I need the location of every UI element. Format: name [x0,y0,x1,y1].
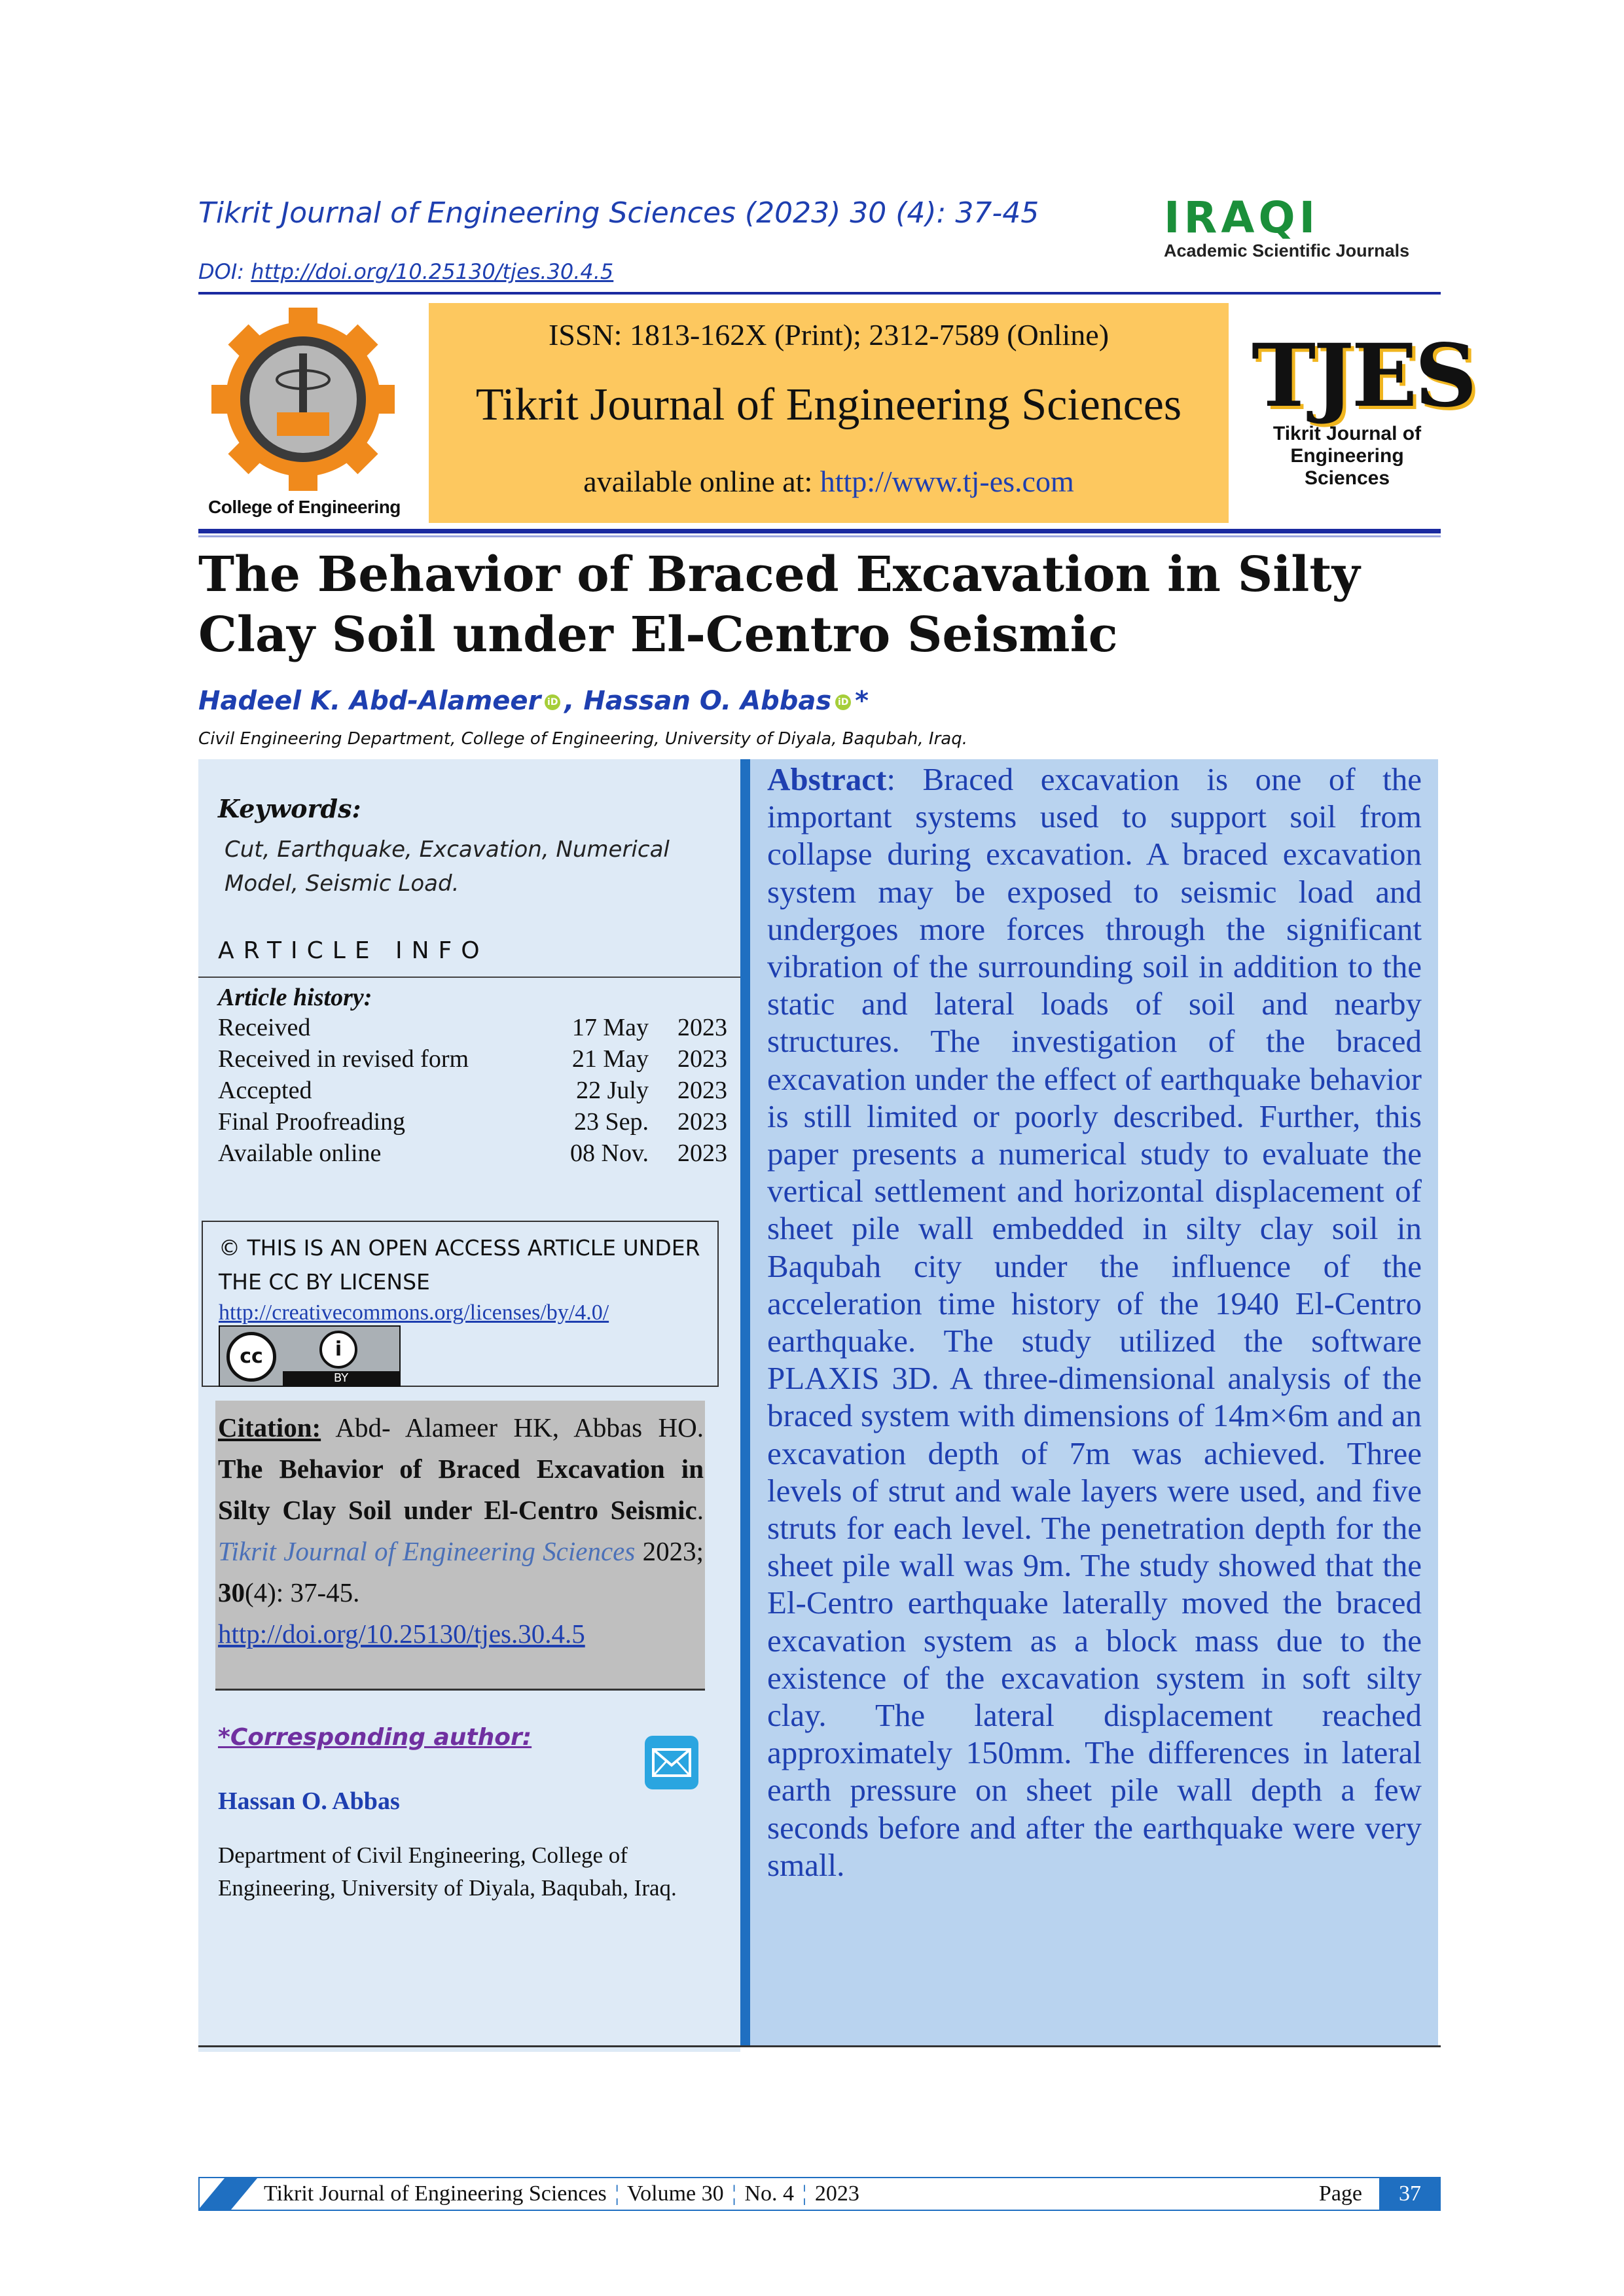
footer-volume: Volume 30 [626,2181,724,2206]
cc-icon: cc [226,1332,276,1382]
citation-rule [215,1689,705,1691]
history-year: 2023 [677,1045,727,1073]
footer-separator: ¦ [615,2181,620,2206]
history-year: 2023 [677,1077,727,1104]
iraqi-logo-subtitle: Academic Scientific Journals [1164,241,1410,260]
affiliation: Civil Engineering Department, College of Engineering, University of Diyala, Baqubah, Iraq. [198,729,967,749]
history-date: 08 Nov. [570,1139,649,1167]
mail-icon[interactable] [645,1736,698,1789]
iraqi-logo-text: IRAQI [1164,192,1320,243]
iraqi-journals-logo [1164,192,1444,268]
college-gear-icon [208,308,398,491]
orcid-icon[interactable]: iD [835,694,851,710]
tjes-logo-subtitle-2: Engineering Sciences [1290,445,1404,489]
tjes-logo-subtitle-1: Tikrit Journal of [1272,423,1422,444]
history-year: 2023 [677,1108,727,1136]
page-footer [198,2177,1441,2211]
abstract-text: : Braced excavation is one of the important systems used to support soil from collapse during excavation. A braced excavation system may be exposed to seismic load and undergoes more forces through the significant vibration of the surrounding soil in addition to the static and lateral loads of soil and nearby structures. The investigation of the braced excavation under the effect of earthquake behavior is still limited or poorly described. Further, this paper presents a numerical study to evaluate the vertical settlement and horizontal displacement of sheet pile wall embedded in silty clay soil in Baqubah city under the influence of the acceleration time history of the 1940 El-Centro earthquake. The study utilized the software PLAXIS 3D. A three-dimensional analysis of the braced system with dimensions of 14m×6m and an excavation depth of 7m was achieved. Three levels of strut and wale layers were used, and five struts for each level. The penetration depth for the sheet pile wall was 9m. The study showed that the El-Centro earthquake laterally moved the braced excavation system as a block mass due to the existence of the excavation system in soft silty clay. The lateral displacement reached approximately 150mm. The differences in lateral earth pressure on sheet pile wall depth a few seconds before and after the earthquake were very small. [767,761,1422,1883]
college-logo-caption: College of Engineering [208,497,401,517]
history-date: 23 Sep. [574,1108,649,1136]
keywords-text: Cut, Earthquake, Excavation, Numerical Model, Seismic Load. [225,836,670,897]
footer-separator: ¦ [732,2181,736,2206]
history-date: 22 July [576,1077,649,1104]
journal-citation: Tikrit Journal of Engineering Sciences (2023) 30 (4): 37-45 [198,196,1039,230]
available-online-label: available online at: [583,465,813,498]
college-logo [208,308,401,524]
footer-stripe-icon [198,2177,257,2211]
abstract [767,761,1422,1884]
footer-number: No. 4 [744,2181,794,2206]
keywords-label: Keywords: [218,794,361,823]
history-row [218,1107,727,1139]
article-info-rule [198,977,740,978]
history-year: 2023 [677,1014,727,1041]
citation-issue-pages: (4): 37-45. [245,1577,360,1607]
doi-label: DOI: [198,259,245,284]
corresponding-author-label: *Corresponding author: [218,1724,532,1751]
abstract-label: Abstract [767,761,887,797]
corresponding-mark: * [855,686,869,716]
title-rule-light [198,535,1441,537]
footer-separator: ¦ [802,2181,807,2206]
tjes-logo [1252,325,1475,489]
footer-year: 2023 [814,2181,859,2206]
corresponding-author-name: Hassan O. Abbas [218,1787,400,1815]
corresponding-author-department: Department of Civil Engineering, College of Engineering, University of Diyala, Baqubah, Iraq. [218,1842,677,1901]
citation-label: Citation: [218,1412,321,1443]
header-rule [198,292,1441,295]
history-row [218,1045,727,1076]
content-bottom-rule [198,2045,1441,2047]
history-event: Received [218,1014,311,1041]
author-separator: , [564,686,575,716]
citation-doi-link[interactable]: http://doi.org/10.25130/tjes.30.4.5 [218,1619,585,1649]
history-event: Available online [218,1139,382,1167]
citation-journal: Tikrit Journal of Engineering Sciences [218,1536,636,1566]
title-rule [198,529,1441,533]
citation-title: The Behavior of Braced Excavation in Silty Clay Soil under El-Centro Seismic [218,1454,704,1525]
footer-page-number: 37 [1379,2177,1441,2211]
license-link[interactable]: http://creativecommons.org/licenses/by/4.0/ [219,1300,609,1325]
history-year: 2023 [677,1139,727,1167]
footer-page-label: Page [1318,2181,1362,2206]
license-box [202,1221,719,1387]
history-row [218,1013,727,1045]
citation-volume: 30 [218,1577,245,1607]
footer-journal: Tikrit Journal of Engineering Sciences [264,2181,607,2206]
history-date: 21 May [571,1045,649,1073]
history-date: 17 May [571,1014,649,1041]
footer-journal-info [264,2177,859,2211]
attribution-icon: i [319,1331,357,1369]
journal-banner [429,303,1229,523]
history-event: Received in revised form [218,1045,469,1073]
doi-link[interactable]: http://doi.org/10.25130/tjes.30.4.5 [251,259,614,284]
available-online [429,464,1229,499]
citation-text: Citation: Abd- Alameer HK, Abbas HO. The Behavior of Braced Excavation in Silty Clay Soil under El-Centro Seismic. Tikrit Journal of Engineering Sciences 2023; 30(4): 37-45. http://doi.org/10.25130/tjes.30.4.5 [218,1412,704,1649]
article-info-label: ARTICLE INFO [218,937,489,964]
license-text: © THIS IS AN OPEN ACCESS ARTICLE UNDER THE CC BY LICENSE [219,1235,700,1295]
issn: ISSN: 1813-162X (Print); 2312-7589 (Online) [548,318,1110,351]
abstract-accent-bar [740,759,750,2045]
history-row [218,1076,727,1107]
envelope-icon [652,1748,691,1777]
citation-authors: Abd- Alameer HK, Abbas HO. [335,1412,704,1443]
paper-title: The Behavior of Braced Excavation in Silty Clay Soil under El-Centro Seismic [198,547,1360,663]
citation-year: 2023; [642,1536,704,1566]
doi-line [198,259,613,284]
tjes-logo-text: TJES [1252,325,1475,427]
citation-box [215,1401,705,1689]
author-2[interactable]: Hassan O. Abbas [583,686,832,716]
history-event: Final Proofreading [218,1108,406,1136]
history-event: Accepted [218,1077,312,1104]
orcid-icon[interactable]: iD [545,694,560,710]
history-row [218,1139,727,1170]
by-label: BY [283,1371,399,1386]
article-history-label: Article history: [218,984,372,1011]
authors [198,686,869,716]
journal-website-link[interactable]: http://www.tj-es.com [820,465,1074,498]
author-1[interactable]: Hadeel K. Abd-Alameer [198,686,541,716]
journal-name: Tikrit Journal of Engineering Sciences [475,380,1182,430]
cc-by-badge[interactable] [219,1325,401,1387]
